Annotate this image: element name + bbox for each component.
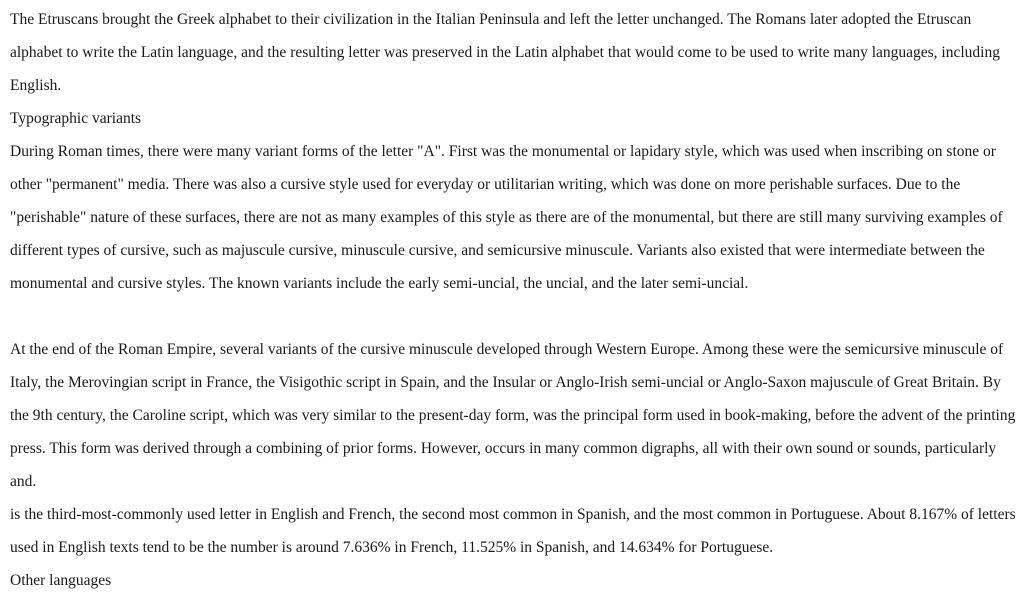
section-heading-other-languages: Other languages: [10, 572, 112, 589]
document-body: [10, 3, 1020, 597]
paragraph-roman-empire-scripts: At the end of the Roman Empire, several variants of the cursive minuscule developed through Western Europe. Among these were the semicursive minuscule of Italy, the Merovingian script in France, the Visigothic script in Spain, and the Insular or Anglo-Irish semi-uncial or Anglo-Saxon majuscule of Great Britain. By the 9th century, the Caroline script, which was very similar to the present-day form, was the principal form used in book-making, before the advent of the printing press. This form was derived through a combining of prior forms. However, occurs in many common digraphs, all with their own sound or sounds, particularly and.: [10, 341, 1016, 490]
paragraph-etruscan-origin: The Etruscans brought the Greek alphabet to their civilization in the Italian Peninsula and left the letter unchanged. The Romans later adopted the Etruscan alphabet to write the Latin language, and the resulting letter was preserved in the Latin alphabet that would come to be used to write many languages, including English.: [10, 11, 1000, 94]
paragraph-roman-variants: During Roman times, there were many variant forms of the letter "A". First was the monumental or lapidary style, which was used when inscribing on stone or other "permanent" media. There was also a cursive style used for everyday or utilitarian writing, which was done on more perishable surfaces. Due to the "perishable" nature of these surfaces, there are not as many examples of this style as there are of the monumental, but there are still many surviving examples of different types of cursive, such as majuscule cursive, minuscule cursive, and semicursive minuscule. Variants also existed that were intermediate between the monumental and cursive styles. The known variants include the early semi-uncial, the uncial, and the later semi-uncial.: [10, 143, 1003, 292]
paragraph-spacer: [10, 300, 1020, 333]
section-heading-typographic-variants: Typographic variants: [10, 110, 142, 127]
paragraph-letter-frequency: is the third-most-commonly used letter in English and French, the second most common in Spanish, and the most common in Portuguese. About 8.167% of letters used in English texts tend to be the number is around 7.636% in French, 11.525% in Spanish, and 14.634% for Portuguese.: [10, 506, 1016, 556]
